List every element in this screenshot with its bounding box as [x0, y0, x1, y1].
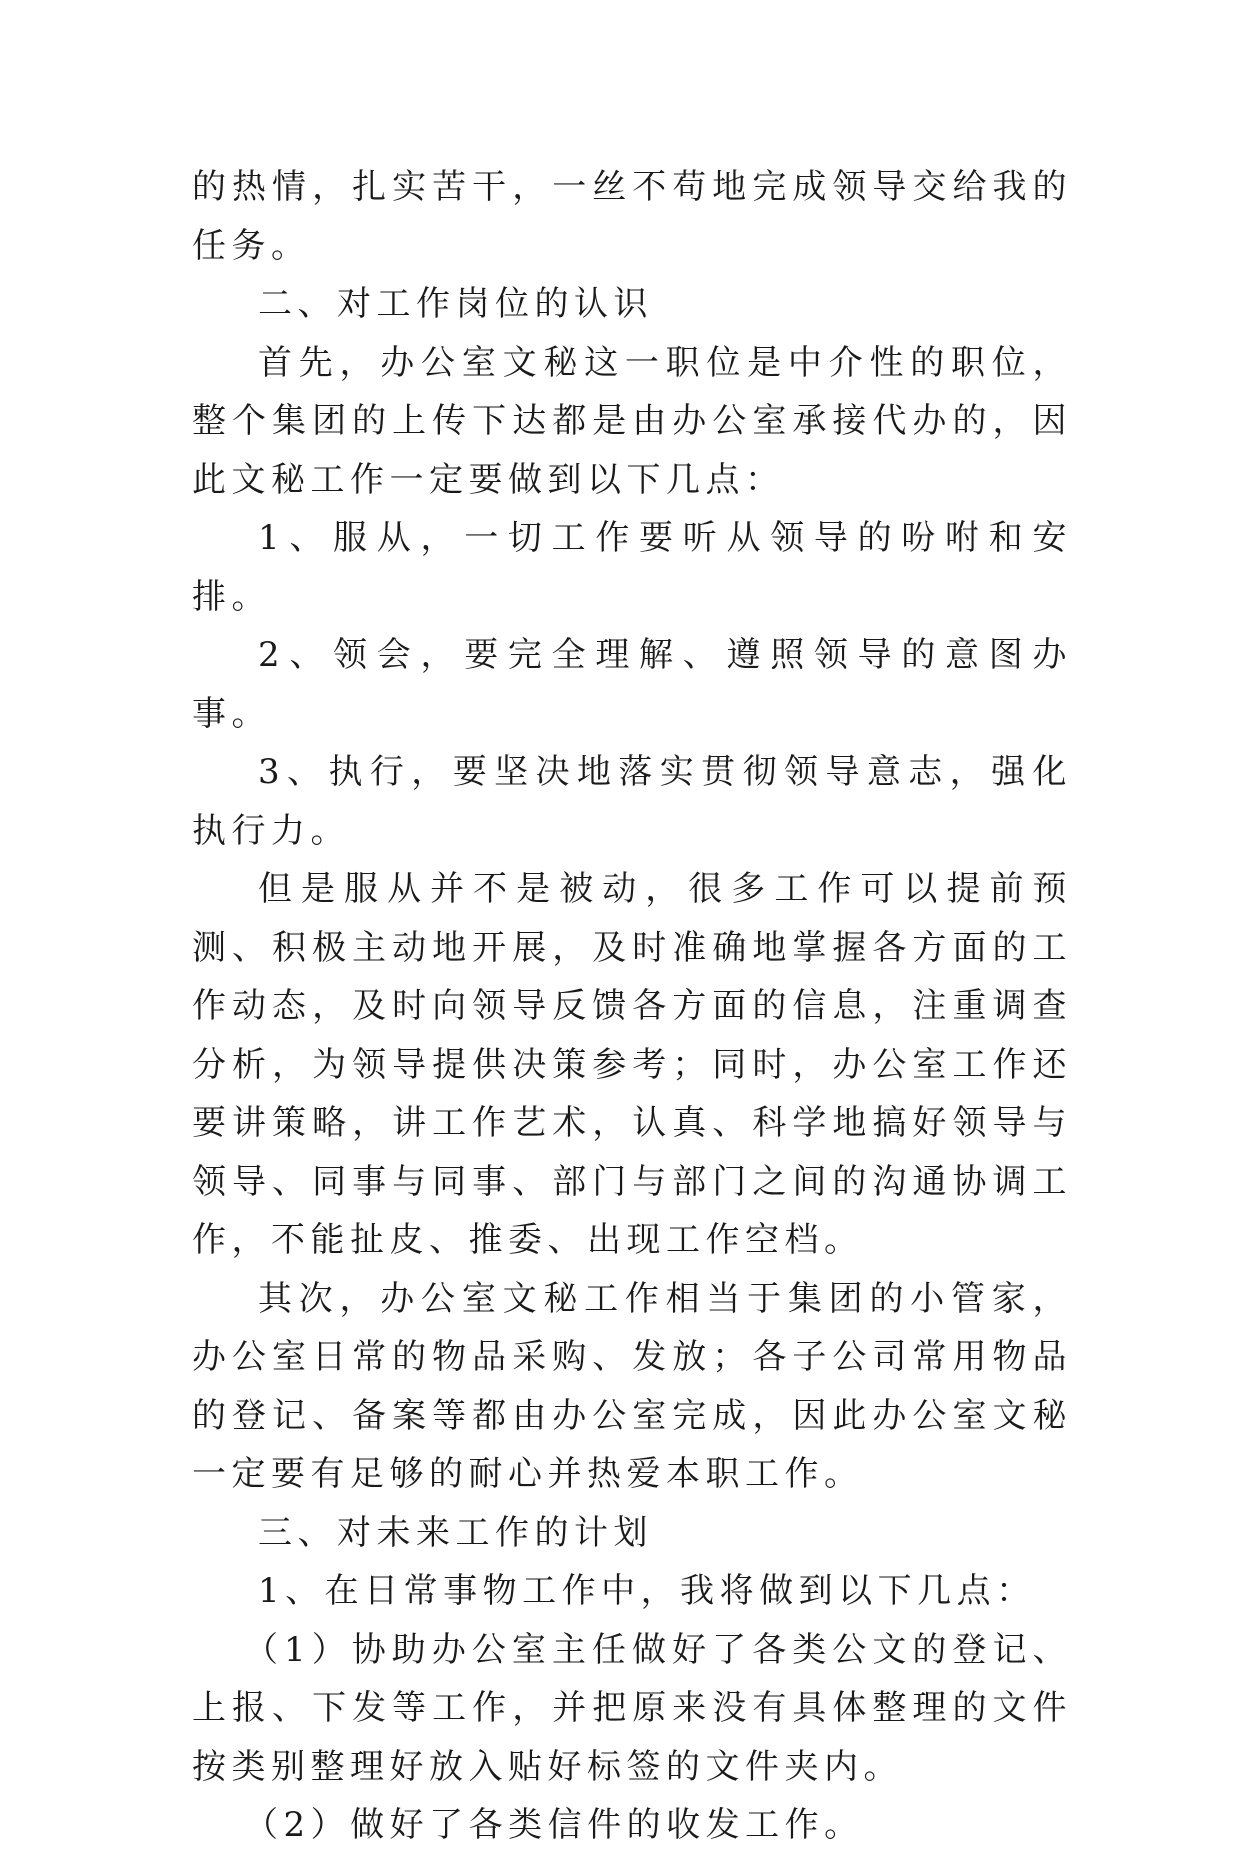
- plan-subitem-1: （1）协助办公室主任做好了各类公文的登记、上报、下发等工作，并把原来没有具体整理的文件按类别整理好放入贴好标签的文件夹内。: [192, 1629, 1072, 1787]
- paragraph-7: 但是服从并不是被动，很多工作可以提前预测、积极主动地开展，及时准确地掌握各方面的工作动态，及时向领导反馈各方面的信息，注重调查分析，为领导提供决策参考；同时，办公室工作还要讲策略，讲工作艺术，认真、科学地搞好领导与领导、同事与同事、部门与部门之间的沟通协调工作，不能扯皮、推委、出现工作空档。: [192, 869, 1072, 1260]
- document-body: [192, 158, 1072, 1855]
- paragraph-8: 其次，办公室文秘工作相当于集团的小管家，办公室日常的物品采购、发放；各子公司常用物品的登记、备案等都由办公室完成，因此办公室文秘一定要有足够的耐心并热爱本职工作。: [192, 1278, 1072, 1494]
- paragraph-1: 的热情，扎实苦干，一丝不苟地完成领导交给我的任务。: [192, 167, 1072, 266]
- plan-item-1: 1、在日常事物工作中，我将做到以下几点：: [258, 1571, 1036, 1611]
- list-item-2: 2、领会，要完全理解、遵照领导的意图办事。: [192, 635, 1072, 734]
- section-heading-3: 三、对未来工作的计划: [258, 1512, 653, 1553]
- list-item-1: 1、服从，一切工作要听从领导的吩咐和安排。: [192, 518, 1072, 617]
- list-item-3: 3、执行，要坚决地落实贯彻领导意志，强化执行力。: [192, 752, 1072, 851]
- section-heading-2: 二、对工作岗位的认识: [258, 284, 653, 324]
- plan-subitem-2: （2）做好了各类信件的收发工作。: [244, 1805, 864, 1845]
- paragraph-3: 首先，办公室文秘这一职位是中介性的职位，整个集团的上传下达都是由办公室承接代办的，因此文秘工作一定要做到以下几点：: [192, 342, 1072, 500]
